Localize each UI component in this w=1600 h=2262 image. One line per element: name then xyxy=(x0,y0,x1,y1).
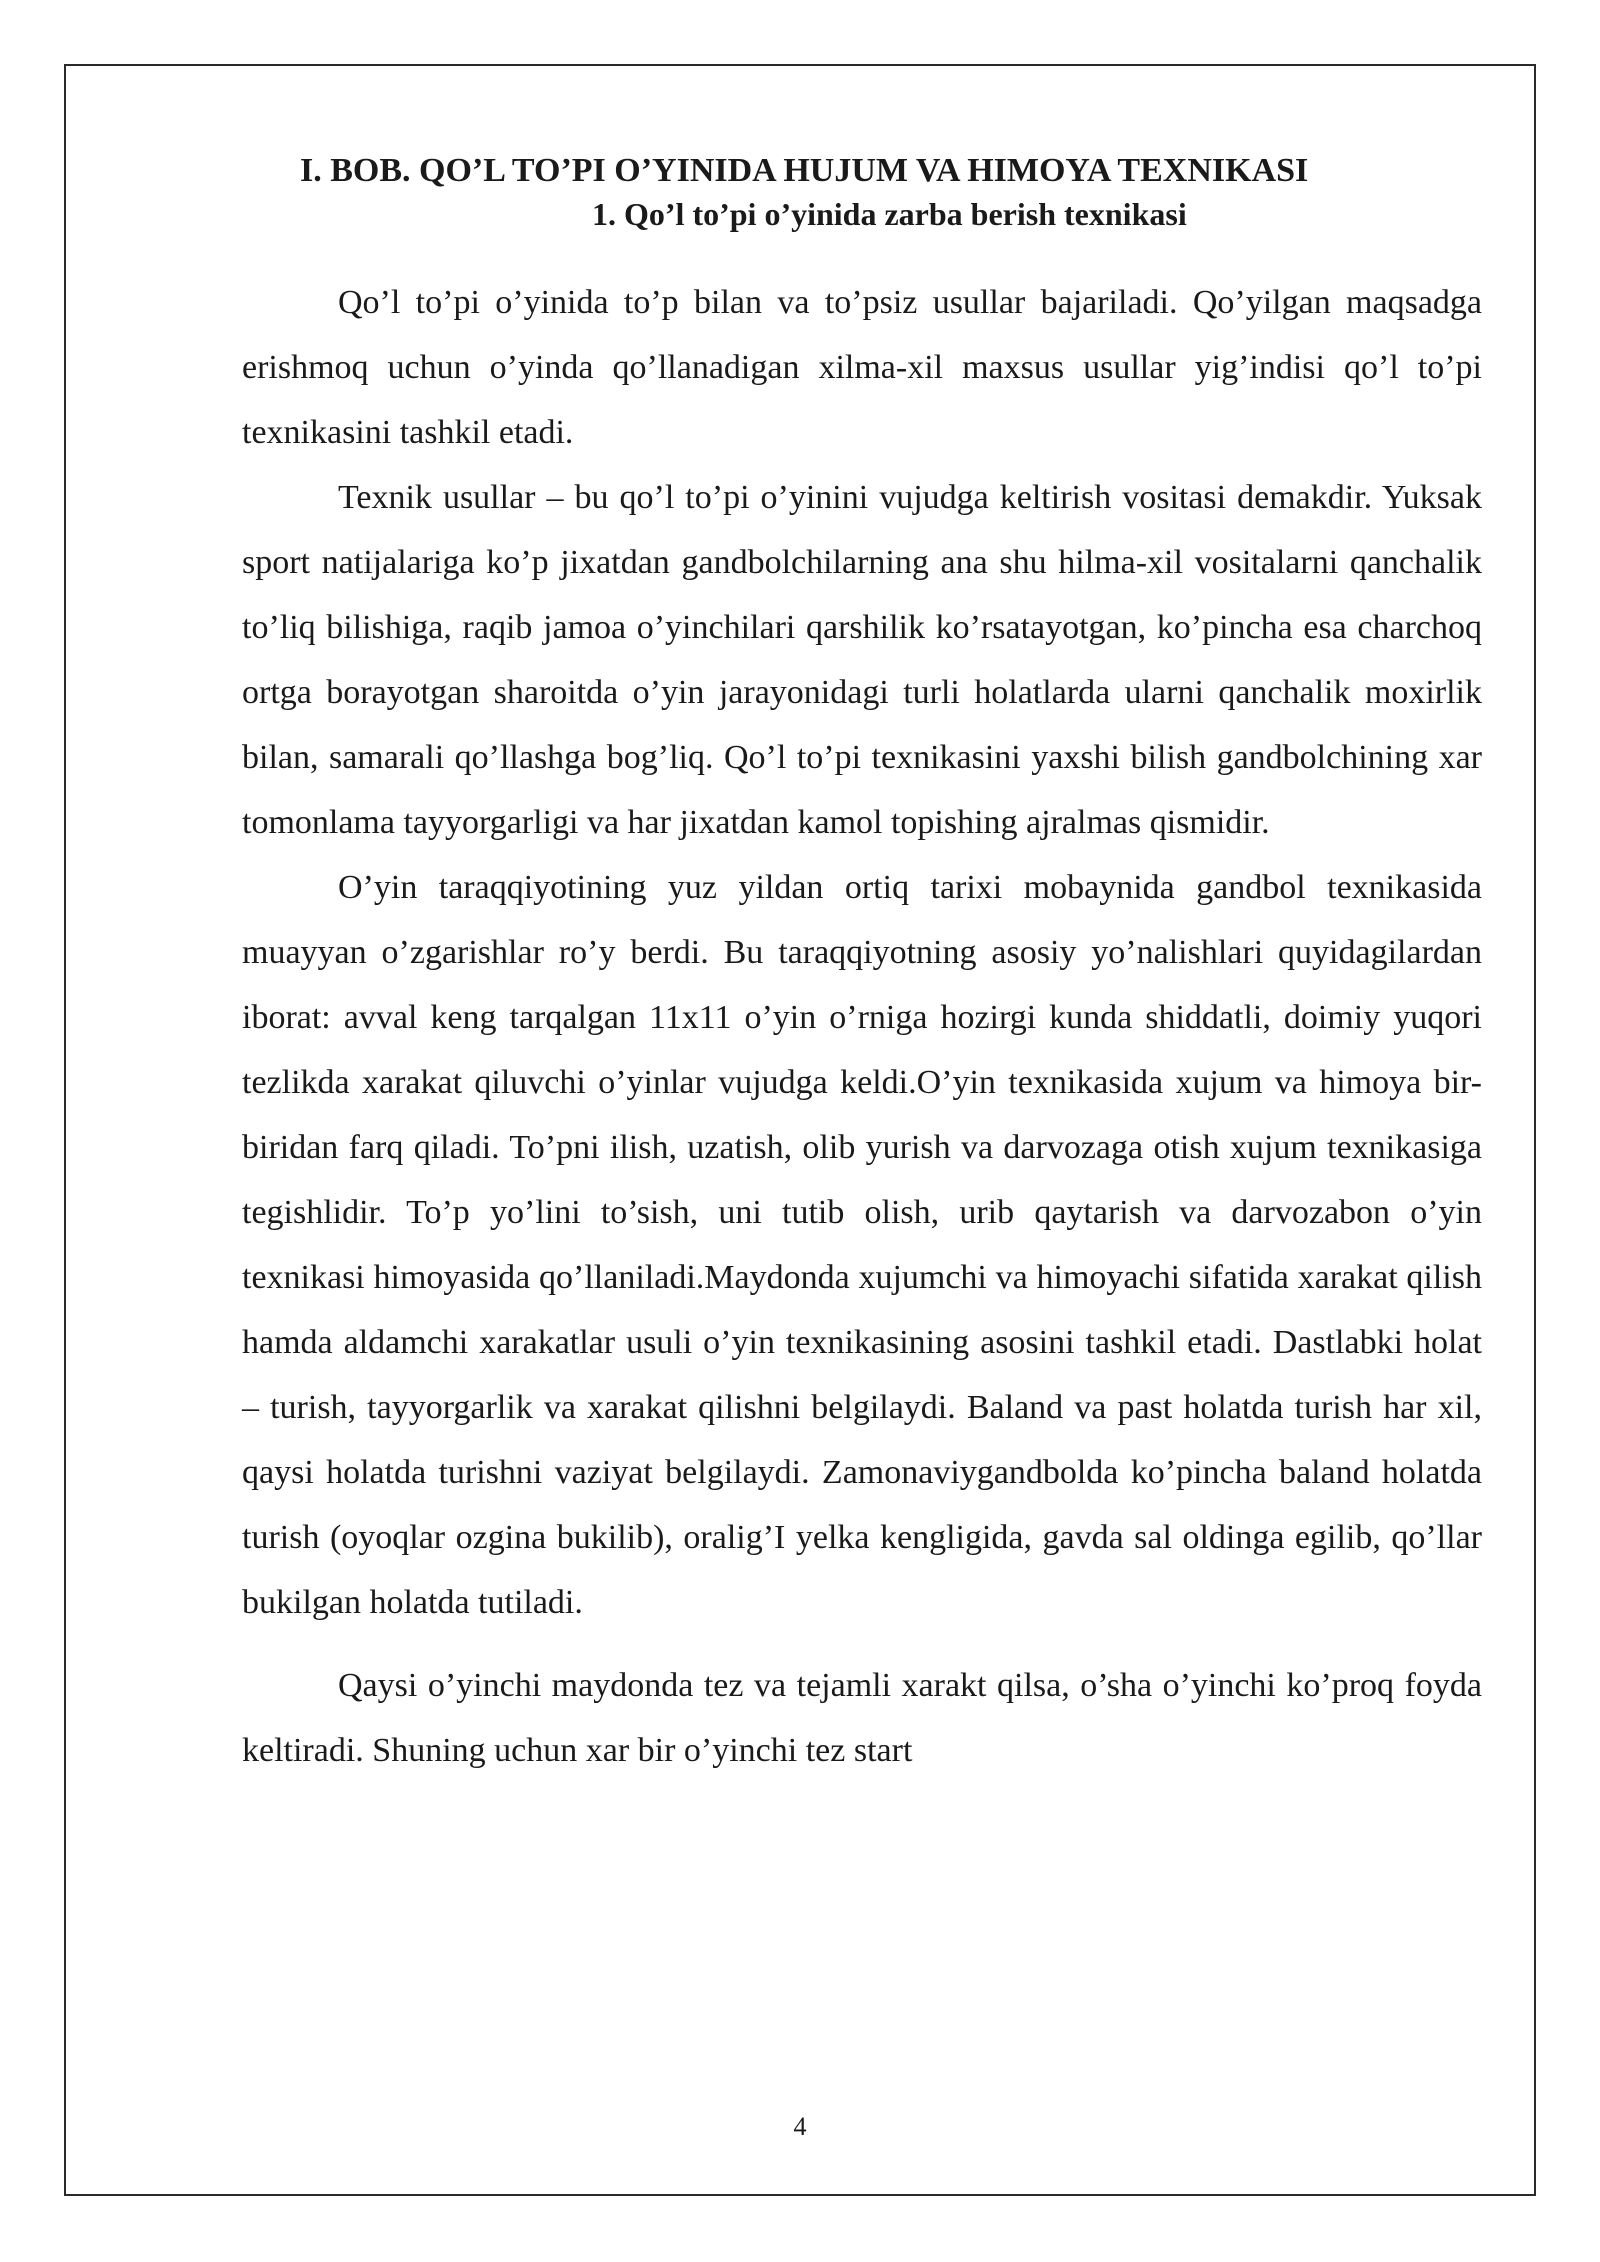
paragraph-2: Texnik usullar – bu qo’l to’pi o’yinini vujudga keltirish vositasi demakdir. Yuksak sport natijalariga ko’p jixatdan gandbolchilarning ana shu hilma-xil vositalarni qanchalik to’liq bilishiga, raqib jamoa o’yinchilari qarshilik ko’rsatayotgan, ko’pincha esa charchoq ortga borayotgan sharoitda o’yin jarayonidagi turli holatlarda ularni qanchalik moxirlik bilan, samarali qo’llashga bog’liq. Qo’l to’pi texnikasini yaxshi bilish gandbolchining xar tomonlama tayyorgarligi va har jixatdan kamol topishing ajralmas qismidir. xyxy=(242,479,1482,841)
page-content xyxy=(242,150,1482,1783)
page-number: 4 xyxy=(793,2112,807,2141)
paragraph-1: Qo’l to’pi o’yinida to’p bilan va to’psiz usullar bajariladi. Qo’yilgan maqsadga erishmoq uchun o’yinda qo’llanadigan xilma-xil maxsus usullar yig’indisi qo’l to’pi texnikasini tashkil etadi. xyxy=(242,284,1482,451)
section-title: 1. Qo’l to’pi o’yinida zarba berish texnikasi xyxy=(592,196,1187,232)
paragraph-3: O’yin taraqqiyotining yuz yildan ortiq tarixi mobaynida gandbol texnikasida muayyan o’zgarishlar ro’y berdi. Bu taraqqiyotning asosiy yo’nalishlari quyidagilardan iborat: avval keng tarqalgan 11x11 o’yin o’rniga hozirgi kunda shiddatli, doimiy yuqori tezlikda xarakat qiluvchi o’yinlar vujudga keldi.O’yin texnikasida xujum va himoya bir-biridan farq qiladi. To’pni ilish, uzatish, olib yurish va darvozaga otish xujum texnikasiga tegishlidir. To’p yo’lini to’sish, uni tutib olish, urib qaytarish va darvozabon o’yin texnikasi himoyasida qo’llaniladi.Maydonda xujumchi va himoyachi sifatida xarakat qilish hamda aldamchi xarakatlar usuli o’yin texnikasining asosini tashkil etadi. Dastlabki holat – turish, tayyorgarlik va xarakat qilishni belgilaydi. Baland va past holatda turish har xil, qaysi holatda turishni vaziyat belgilaydi. Zamonaviygandbolda ko’pincha baland holatda turish (oyoqlar ozgina bukilib), oralig’I yelka kengligida, gavda sal oldinga egilib, qo’llar bukilgan holatda tutiladi. xyxy=(242,869,1482,1621)
chapter-title: I. BOB. QO’L TO’PI O’YINIDA HUJUM VA HIMOYA TEXNIKASI xyxy=(300,152,1309,189)
paragraph-4: Qaysi o’yinchi maydonda tez va tejamli xarakt qilsa, o’sha o’yinchi ko’proq foyda keltiradi. Shuning uchun xar bir o’yinchi tez start xyxy=(242,1667,1482,1769)
